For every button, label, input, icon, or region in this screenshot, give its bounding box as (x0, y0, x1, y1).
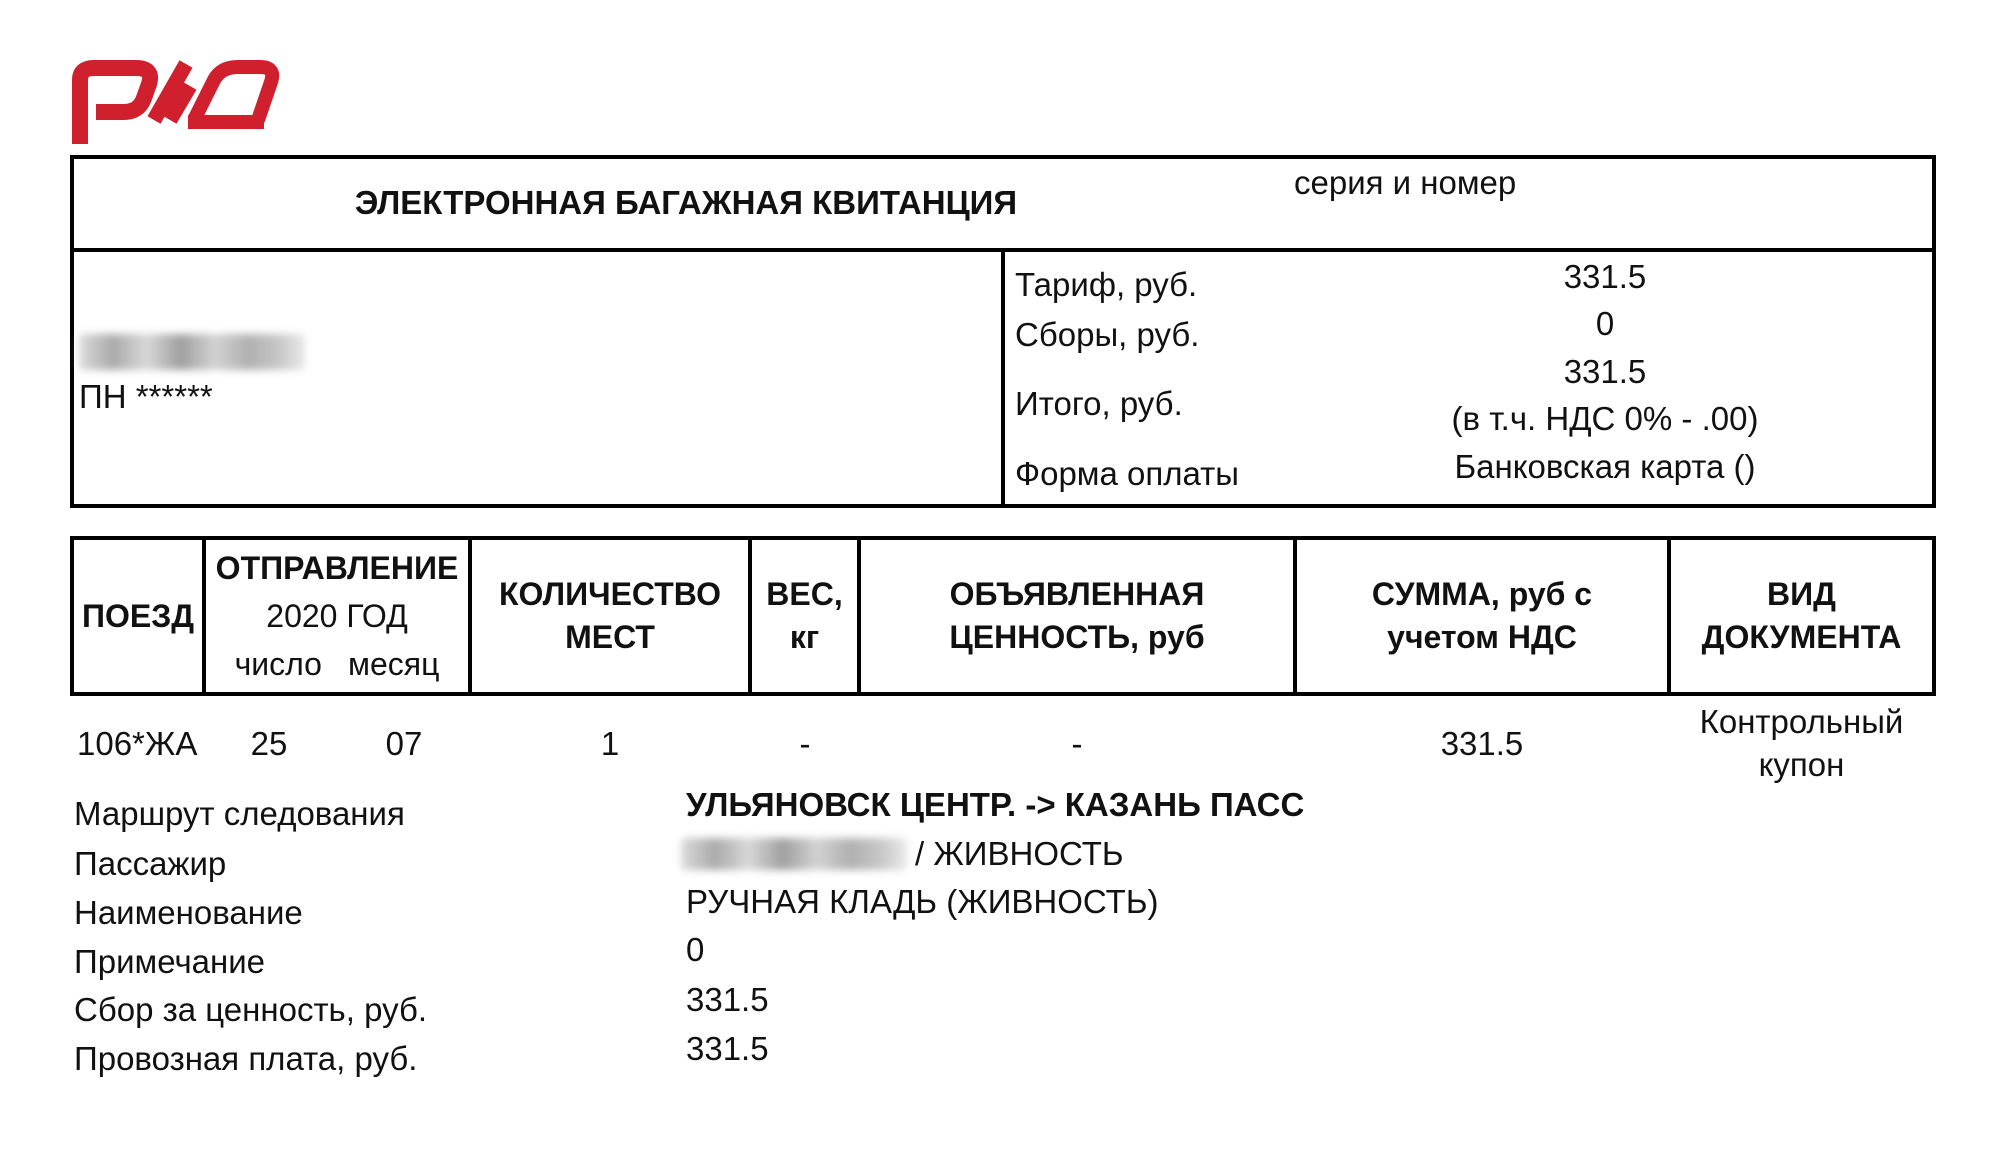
payment-value: Банковская карта () (1454, 448, 1756, 485)
header-doc-type-line: ВИД (1767, 576, 1836, 612)
logo-letter-r (80, 68, 150, 144)
receipt-title: ЭЛЕКТРОННАЯ БАГАЖНАЯ КВИТАНЦИЯ (354, 184, 1018, 221)
item-name-value: РУЧНАЯ КЛАДЬ (ЖИВНОСТЬ) (686, 883, 1159, 920)
carriage-fee-label: Провозная плата, руб. (74, 1040, 418, 1077)
rzd-logo (66, 50, 280, 146)
logo-letter-d (188, 67, 272, 122)
header-sum (1297, 540, 1667, 692)
payer-document: ПН ****** (79, 378, 213, 415)
header-month: месяц (347, 646, 440, 682)
note-value: 0 (686, 931, 705, 968)
charges-label: Сборы, руб. (1015, 316, 1200, 353)
header-places (472, 540, 748, 692)
header-train-label: ПОЕЗД (81, 597, 195, 634)
redacted-payer-name (79, 334, 305, 370)
row-doc-type-line: Контрольный (1699, 703, 1904, 740)
header-weight (752, 540, 857, 692)
item-name-label: Наименование (74, 894, 303, 931)
header-departure-label: ОТПРАВЛЕНИЕ (215, 550, 459, 586)
header-declared-value-line: ЦЕННОСТЬ, руб (949, 619, 1205, 655)
logo-letter-zh (154, 64, 190, 120)
series-number-label: серия и номер (1294, 164, 1517, 201)
passenger-value: / ЖИВНОСТЬ (915, 835, 1124, 872)
header-day: число (234, 646, 322, 682)
tariff-label: Тариф, руб. (1015, 266, 1198, 303)
header-weight-line: кг (789, 619, 820, 655)
carriage-fee-value: 331.5 (686, 1030, 769, 1067)
row-train: 106*ЖА (77, 725, 198, 762)
route-value: УЛЬЯНОВСК ЦЕНТР. -> КАЗАНЬ ПАСС (686, 786, 1305, 823)
passenger-label: Пассажир (74, 845, 227, 882)
value-fee-value: 331.5 (686, 981, 769, 1018)
header-doc-type-line: ДОКУМЕНТА (1701, 619, 1902, 655)
vat-note: (в т.ч. НДС 0% - .00) (1451, 400, 1759, 437)
header-sum-line: СУММА, руб с (1371, 576, 1593, 612)
row-weight: - (799, 725, 811, 762)
header-places-line: МЕСТ (565, 619, 655, 655)
payment-label: Форма оплаты (1015, 455, 1239, 492)
row-doc-type-line: купон (1758, 746, 1845, 783)
row-sum: 331.5 (1440, 725, 1524, 762)
row-places: 1 (600, 725, 620, 762)
row-month: 07 (385, 725, 423, 762)
total-value: 331.5 (1563, 353, 1647, 390)
tariff-value: 331.5 (1563, 258, 1647, 295)
header-year: 2020 ГОД (266, 598, 408, 634)
value-fee-label: Сбор за ценность, руб. (74, 991, 428, 1028)
fees-divider (1001, 250, 1005, 508)
header-departure (206, 540, 468, 692)
note-label: Примечание (74, 943, 266, 980)
redacted-passenger-name (681, 838, 907, 870)
header-train (74, 540, 202, 692)
route-label: Маршрут следования (74, 795, 405, 832)
header-declared-value (861, 540, 1293, 692)
header-weight-line: ВЕС, (766, 576, 843, 612)
charges-value: 0 (1595, 305, 1615, 342)
header-places-line: КОЛИЧЕСТВО (499, 576, 721, 612)
header-declared-value-line: ОБЪЯВЛЕННАЯ (949, 576, 1205, 612)
total-label: Итого, руб. (1015, 385, 1183, 422)
header-date-parts (235, 640, 440, 688)
row-day: 25 (250, 725, 288, 762)
header-doc-type (1671, 540, 1932, 692)
header-sum-line: учетом НДС (1387, 619, 1577, 655)
row-declared-value: - (1071, 725, 1083, 762)
